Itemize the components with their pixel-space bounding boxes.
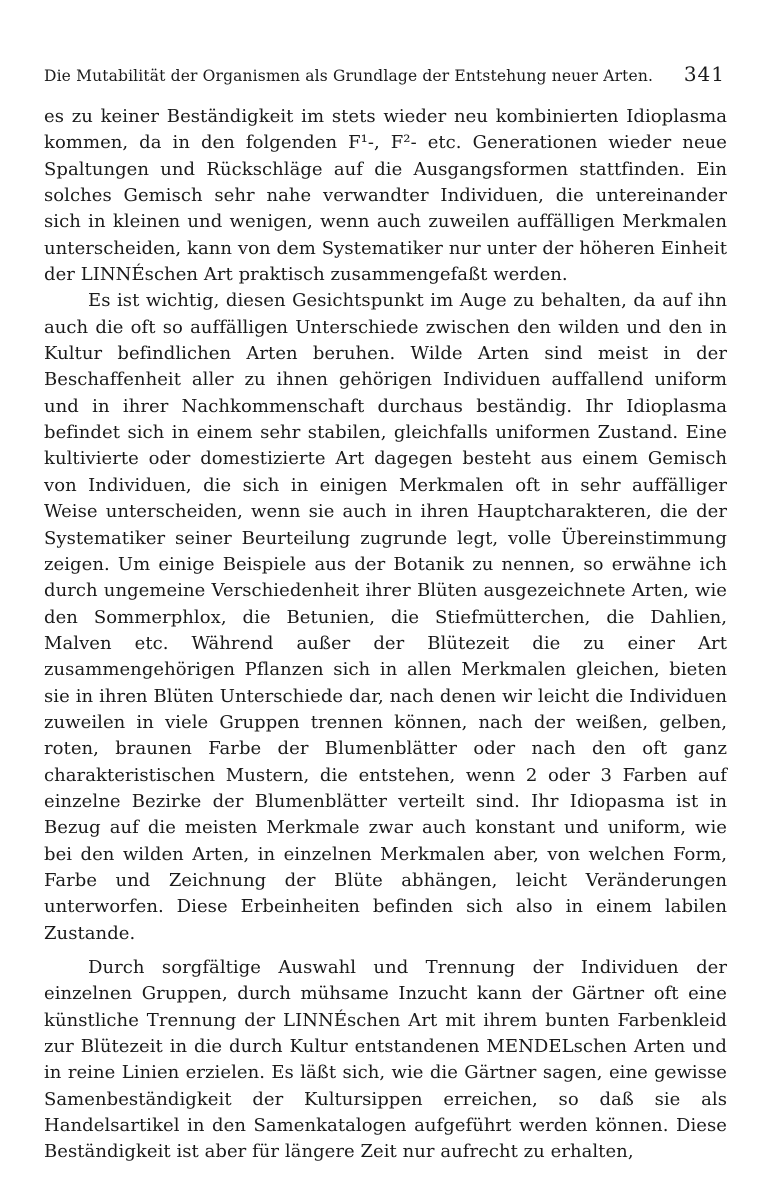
paragraph-continuation: es zu keiner Beständigkeit im stets wieder neu kombinierten Idioplasma kommen, da in den folgenden F¹-, F²- etc. Generationen wieder neue Spaltungen und Rückschläge auf die Ausgangsformen stattfinden. Ein solches Gemisch sehr nahe verwandter Individuen, die untereinander sich in kleinen und wenigen, wenn auch zuweilen auffälligen Merkmalen unterscheiden, kann von dem Systematiker nur unter der höheren Einheit der LINNÉschen Art praktisch zusammengefaßt werden. — [44, 106, 727, 286]
paragraph-gardener-selection: Durch sorgfältige Auswahl und Trennung der Individuen der einzelnen Gruppen, durch mühsame Inzucht kann der Gärtner oft eine künstliche Trennung der LINNÉschen Art mit ihrem bunten Farbenkleid zur Blütezeit in die durch Kultur entstandenen MENDELschen Arten und in reine Linien erzielen. Es läßt sich, wie die Gärtner sagen, eine gewisse Samenbeständigkeit der Kultursippen erreichen, so daß sie als Handelsartikel in den Samenkatalogen aufgeführt werden können. Diese Beständigkeit ist aber für längere Zeit nur aufrecht zu erhalten, — [44, 957, 727, 1163]
body-text — [44, 104, 727, 1166]
running-header — [44, 62, 727, 86]
running-title: Die Mutabilität der Organismen als Grundlage der Entstehung neuer Arten. — [44, 67, 654, 85]
page-number: 341 — [683, 62, 725, 86]
paragraph-cultivated-species: Es ist wichtig, diesen Gesichtspunkt im Auge zu behalten, da auf ihn auch die oft so auffälligen Unterschiede zwischen den wilden und den in Kultur befindlichen Arten beruhen. Wilde Arten sind meist in der Beschaffenheit aller zu ihnen gehörigen Individuen auffallend uniform und in ihrer Nachkommenschaft durchaus beständig. Ihr Idioplasma befindet sich in einem sehr stabilen, gleichfalls uniformen Zustand. Eine kultivierte oder domestizierte Art dagegen besteht aus einem Gemisch von Individuen, die sich in einigen Merkmalen oft in sehr auffälliger Weise unterscheiden, wenn sie auch in ihren Hauptcharakteren, die der Systematiker seiner Beurteilung zugrunde legt, volle Übereinstimmung zeigen. Um einige Beispiele aus der Botanik zu nennen, so erwähne ich durch ungemeine Verschiedenheit ihrer Blüten ausgezeichnete Arten, wie den Sommerphlox, die Betunien, die Stiefmütterchen, die Dahlien, Malven etc. Während außer der Blütezeit die zu einer Art zusammengehörigen Pflanzen sich in allen Merkmalen gleichen, bieten sie in ihren Blüten Unterschiede dar, nach denen wir leicht die Individuen zuweilen in viele Gruppen trennen können, nach der weißen, gelben, roten, braunen Farbe der Blumenblätter oder nach den oft ganz charakteristischen Mustern, die entstehen, wenn 2 oder 3 Farben auf einzelne Bezirke der Blumenblätter verteilt sind. Ihr Idiopasma ist in Bezug auf die meisten Merkmale zwar auch konstant und uniform, wie bei den wilden Arten, in einzelnen Merkmalen aber, von welchen Form, Farbe und Zeichnung der Blüte abhängen, leicht Veränderungen unterworfen. Diese Erbeinheiten befinden sich also in einem labilen Zustande. — [44, 290, 727, 944]
